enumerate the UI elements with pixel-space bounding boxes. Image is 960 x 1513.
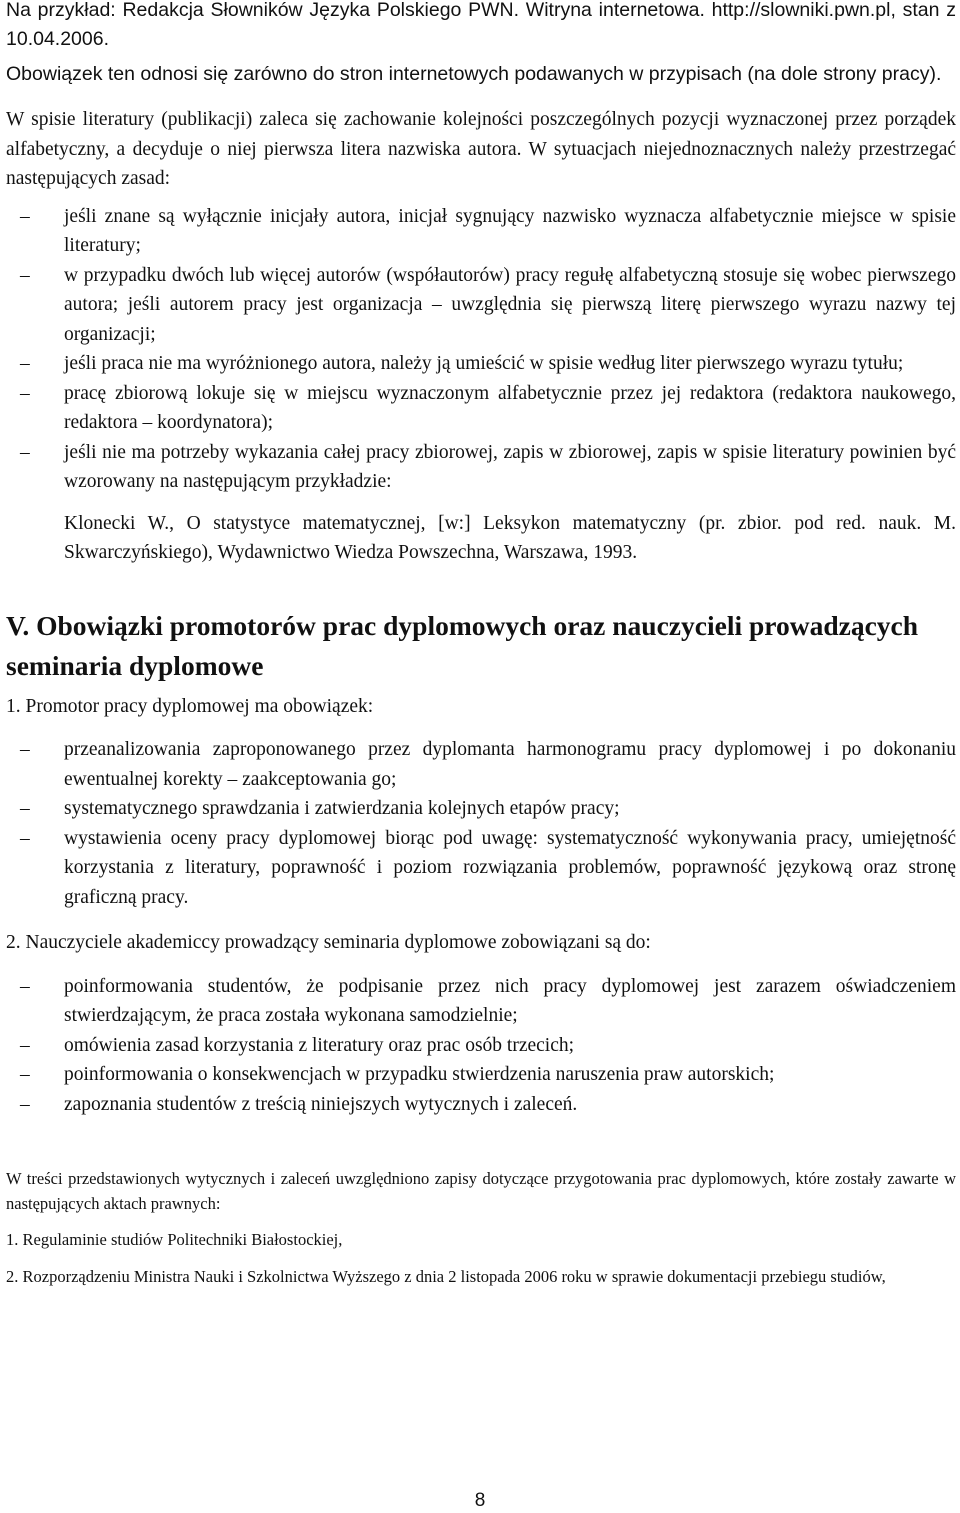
list-item: – wystawienia oceny pracy dyplomowej biorąc pod uwagę: systematyczność wykonywania pracy, umiejętność korzystania z literatury, poprawność i poziom rozwiązania problemów, poprawność językową oraz stronę graficzną pracy. (6, 824, 956, 913)
list-item: – przeanalizowania zaproponowanego przez dyplomanta harmonogramu pracy dyplomowej i po dokonaniu ewentualnej korekty – zaakceptowania go; (6, 735, 956, 794)
legal-item: 1. Regulaminie studiów Politechniki Białostockiej, (6, 1230, 343, 1249)
page-number: 8 (474, 1490, 486, 1511)
list-item: – zapoznania studentów z treścią niniejszych wytycznych i zaleceń. (6, 1090, 956, 1120)
list-item: – jeśli znane są wyłącznie inicjały autora, inicjał sygnujący nazwisko wyznacza alfabetycznie miejsce w spisie literatury; (6, 202, 956, 261)
legal-item: 2. Rozporządzeniu Ministra Nauki i Szkolnictwa Wyższego z dnia 2 listopada 2006 roku w sprawie dokumentacji przebiegu studiów, (6, 1266, 886, 1286)
promotor-duties-list (6, 735, 956, 912)
document-page (6, 0, 956, 1289)
footnote-reference: Na przykład: Redakcja Słowników Języka Polskiego PWN. Witryna internetowa. http://slowniki.pwn.pl, stan z 10.04.2006. (6, 0, 956, 50)
bibliography-intro: W spisie literatury (publikacji) zaleca się zachowanie kolejności poszczególnych pozycji wyznaczonej przez porządek alfabetyczny, a decyduje o niej pierwsza litera nazwiska autora. W sytuacjach niejednoznacznych należy przestrzegać następujących zasad: (6, 109, 956, 189)
footnote-note: Obowiązek ten odnosi się zarówno do stron internetowych podawanych w przypisach (na dole strony pracy). (6, 63, 942, 85)
list-item: – pracę zbiorową lokuje się w miejscu wyznaczonym alfabetycznie przez jej redaktora (redaktora naukowego, redaktora – koordynatora); (6, 379, 956, 438)
list-item: – jeśli nie ma potrzeby wykazania całej pracy zbiorowej, zapis w zbiorowej, zapis w spisie literatury powinien być wzorowany na następującym przykładzie: (6, 438, 956, 497)
bibliography-rules-list (6, 202, 956, 497)
legal-intro: W treści przedstawionych wytycznych i zaleceń uwzględniono zapisy dotyczące przygotowania prac dyplomowych, które zostały zawarte w następujących aktach prawnych: (6, 1169, 956, 1213)
list-item: – poinformowania studentów, że podpisanie przez nich pracy dyplomowej jest zarazem oświadczeniem stwierdzającym, że praca została wykonana samodzielnie; (6, 972, 956, 1031)
promotor-duties-intro: 1. Promotor pracy dyplomowej ma obowiązek: (6, 695, 374, 717)
bibliography-example: Klonecki W., O statystyce matematycznej, [w:] Leksykon matematyczny (pr. zbior. pod red. nauk. M. Skwarczyńskiego), Wydawnictwo Wiedza Powszechna, Warszawa, 1993. (64, 512, 956, 563)
seminar-duties-intro: 2. Nauczyciele akademiccy prowadzący seminaria dyplomowe zobowiązani są do: (6, 932, 651, 953)
list-item: – systematycznego sprawdzania i zatwierdzania kolejnych etapów pracy; (6, 794, 956, 824)
list-item: – jeśli praca nie ma wyróżnionego autora, należy ją umieścić w spisie według liter pierwszego wyrazu tytułu; (6, 349, 956, 379)
list-item: – w przypadku dwóch lub więcej autorów (współautorów) pracy regułę alfabetyczną stosuje się wobec pierwszego autora; jeśli autorem pracy jest organizacja – uwzględnia się pierwszą literę pierwszego wyrazu nazwy tej organizacji; (6, 261, 956, 350)
list-item: – poinformowania o konsekwencjach w przypadku stwierdzenia naruszenia praw autorskich; (6, 1060, 956, 1090)
seminar-duties-list (6, 972, 956, 1120)
list-item: – omówienia zasad korzystania z literatury oraz prac osób trzecich; (6, 1031, 956, 1061)
section-heading: V. Obowiązki promotorów prac dyplomowych oraz nauczycieli prowadzących seminaria dyplomowe (6, 609, 919, 681)
